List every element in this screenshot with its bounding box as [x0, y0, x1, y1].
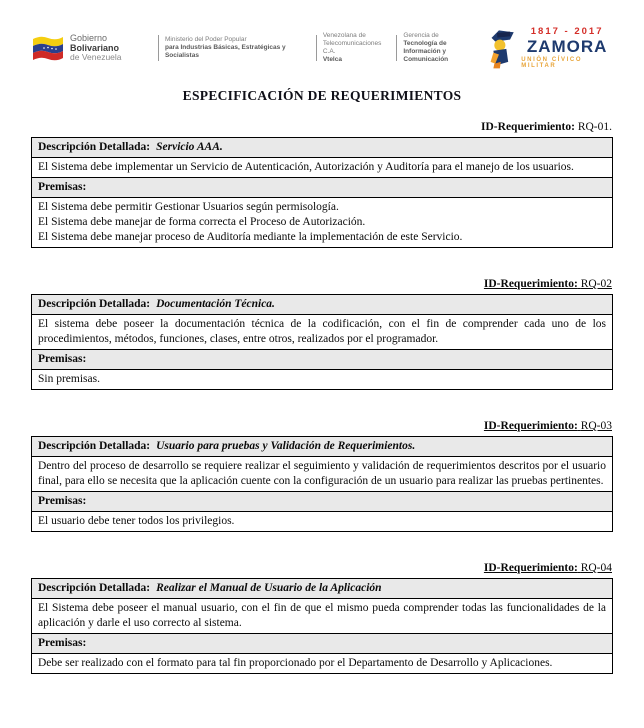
page-title: ESPECIFICACIÓN DE REQUERIMIENTOS: [182, 88, 462, 103]
requirement-table: [31, 294, 613, 390]
premise-item: El Sistema debe manejar proceso de Auditoría mediante la implementación de este Servicio.: [38, 231, 463, 243]
premises-list-row: [32, 197, 612, 247]
description-label: Descripción Detallada:: [38, 298, 151, 310]
premise-item: Debe ser realizado con el formato para tal fin proporcionado por el Departamento de Desarrollo y Aplicaciones.: [38, 657, 553, 669]
requirement-title: Usuario para pruebas y Validación de Requerimientos.: [156, 440, 416, 452]
premises-list-row: [32, 511, 612, 531]
venezuela-flag-icon: [31, 35, 65, 61]
requirement-id-line: [31, 420, 613, 432]
premise-item: Sin premisas.: [38, 373, 100, 385]
gobierno-word: Gobierno: [70, 32, 108, 43]
description-header-row: [32, 579, 612, 598]
description-header-row: [32, 295, 612, 314]
premises-header-row: Premisas:: [32, 633, 612, 653]
description-label: Descripción Detallada:: [38, 582, 151, 594]
gobierno-logo-text: [70, 33, 152, 63]
id-label: ID-Requerimiento:: [481, 121, 575, 133]
requirement-title: Servicio AAA.: [156, 141, 223, 153]
requirement-section-rq03: [31, 420, 613, 532]
ministry-text: [165, 36, 310, 60]
gerencia-text: [403, 32, 486, 65]
id-value: RQ-01.: [577, 121, 612, 133]
vtelca-text: [323, 32, 391, 65]
id-value: RQ-03: [580, 420, 612, 432]
premise-item: El Sistema debe permitir Gestionar Usuarios según permisología.: [38, 201, 339, 213]
premise-item: El Sistema debe manejar de forma correcta el Proceso de Autorización.: [38, 216, 366, 228]
zamora-logo-text: [521, 27, 613, 69]
description-text-row: El Sistema debe implementar un Servicio de Autenticación, Autorización y Auditoría para el manejo de los usuarios.: [32, 157, 612, 177]
premises-list-row: [32, 369, 612, 389]
premises-header-row: Premisas:: [32, 491, 612, 511]
gerencia-line2: Tecnología de: [403, 39, 447, 47]
requirement-section-rq04: [31, 562, 613, 674]
ministry-line2: para Industrias Básicas, Estratégicas y Socialistas: [164, 43, 286, 60]
description-text-row: Dentro del proceso de desarrollo se requiere realizar el seguimiento y validación de requerimientos descritos por el usuario final, para ello se necesita que la aplicación cuente con la configuración de un usuario para realizar las pruebas pertinentes.: [32, 456, 612, 491]
description-label: Descripción Detallada:: [38, 141, 151, 153]
vtelca-line1: Venezolana de: [322, 31, 366, 39]
premises-header-row: Premisas:: [32, 349, 612, 369]
document-header: [31, 22, 613, 74]
vtelca-line3: Vtelca: [322, 56, 342, 64]
ministry-line1: Ministerio del Poder Popular: [164, 35, 247, 43]
id-value: RQ-02: [580, 278, 612, 290]
vtelca-line2: Telecomunicaciones C.A.: [322, 39, 382, 55]
bolivariano-word: Bolivariano: [70, 43, 120, 54]
header-divider: [316, 35, 317, 61]
description-text-row: El sistema debe poseer la documentación técnica de la codificación, con el fin de comprender cada uno de los procedimientos, métodos, funciones, clases, entre otros, realizados por el programador.: [32, 314, 612, 349]
requirement-table: [31, 436, 613, 532]
description-header-row: [32, 437, 612, 456]
id-label: ID-Requerimiento:: [483, 278, 578, 290]
gerencia-line1: Gerencia de: [403, 31, 439, 39]
description-header-row: [32, 138, 612, 157]
requirement-id-line: [31, 121, 613, 133]
zamora-slogan: UNIÓN CÍVICO MILITAR: [521, 56, 583, 69]
requirement-section-rq02: [31, 278, 613, 390]
premises-header-row: Premisas:: [32, 177, 612, 197]
premise-item: El usuario debe tener todos los privilegios.: [38, 515, 235, 527]
zamora-years: 1817 - 2017: [530, 26, 604, 38]
requirement-id-line: [31, 278, 613, 290]
premises-list-row: [32, 653, 612, 673]
requirement-table: [31, 137, 613, 248]
requirement-title: Documentación Técnica.: [156, 298, 275, 310]
header-divider: [396, 35, 397, 61]
zamora-figure-icon: [486, 25, 519, 71]
id-label: ID-Requerimiento:: [483, 562, 578, 574]
description-text-row: El Sistema debe poseer el manual usuario, con el fin de que el mismo pueda comprender todas las funcionalidades de la aplicación y darle el uso correcto al sistema.: [32, 598, 612, 633]
de-venezuela-word: de Venezuela: [70, 52, 122, 63]
id-label: ID-Requerimiento:: [483, 420, 578, 432]
requirement-section-rq01: [31, 121, 613, 248]
zamora-name: ZAMORA: [526, 36, 608, 56]
requirement-table: [31, 578, 613, 674]
zamora-logo: [486, 25, 613, 71]
gerencia-line3: Información y Comunicación: [403, 48, 449, 64]
requirement-id-line: [31, 562, 613, 574]
id-value: RQ-04: [580, 562, 612, 574]
header-divider: [158, 35, 159, 61]
requirement-title: Realizar el Manual de Usuario de la Aplicación: [156, 582, 382, 594]
description-label: Descripción Detallada:: [38, 440, 151, 452]
